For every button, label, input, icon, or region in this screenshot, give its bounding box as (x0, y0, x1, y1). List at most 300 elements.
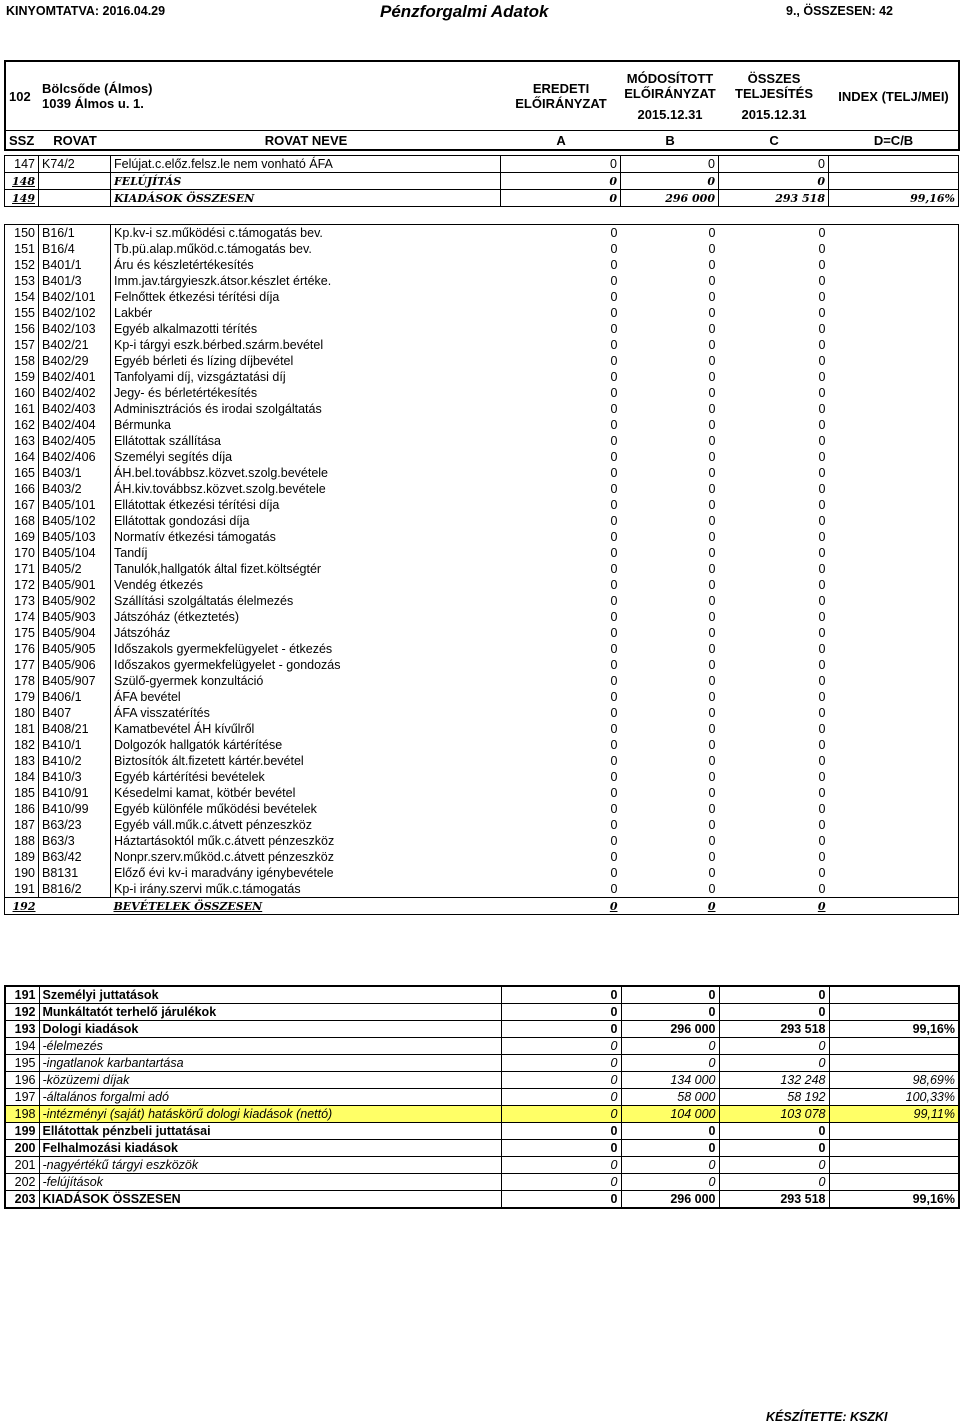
table-row (5, 673, 959, 689)
row-ssz: 147 (5, 156, 39, 173)
row-value-d: 100,33% (829, 1089, 959, 1106)
row-name: Tanulók,hallgatók által fizet.költségtér (111, 561, 501, 577)
row-ssz: 161 (14, 401, 35, 416)
row-value-a: 0 (610, 449, 618, 464)
row-value-a: 0 (501, 190, 621, 207)
col-b-title: MÓDOSÍTOTT ELŐIRÁNYZAT (624, 70, 716, 101)
row-rovat: B405/905 (39, 641, 111, 657)
row-value-a: 0 (610, 305, 618, 320)
row-value-d (829, 593, 959, 609)
row-value-c: 0 (818, 305, 826, 320)
total-rovat (39, 898, 111, 915)
row-value-d (829, 1004, 959, 1021)
row-value-b: 0 (708, 625, 716, 640)
row-value-b: 0 (708, 801, 716, 816)
row-rovat: B401/3 (39, 273, 111, 289)
row-value-a: 0 (501, 173, 621, 190)
table-row (5, 641, 959, 657)
table-row (5, 881, 959, 898)
row-value-c: 0 (818, 257, 826, 272)
total-row (5, 898, 959, 915)
row-ssz: 172 (14, 577, 35, 592)
row-name: Egyéb váll.műk.c.átvett pénzeszköz (111, 817, 501, 833)
row-name: ÁH.bel.továbbsz.közvet.szolg.bevétele (111, 465, 501, 481)
row-rovat: B405/2 (39, 561, 111, 577)
row-name: -intézményi (saját) hatáskörű dologi kiadások (nettó) (39, 1106, 501, 1123)
row-name: Normatív étkezési támogatás (111, 529, 501, 545)
row-value-c: 0 (818, 609, 826, 624)
row-ssz: 153 (14, 273, 35, 288)
row-ssz: 175 (14, 625, 35, 640)
table-row (5, 273, 959, 289)
table-row (5, 689, 959, 705)
row-value-d (829, 173, 959, 190)
row-value-c: 0 (818, 561, 826, 576)
row-name: KIADÁSOK ÖSSZESEN (39, 1191, 501, 1209)
row-value-d (829, 1174, 959, 1191)
row-value-d (829, 737, 959, 753)
table-row (5, 1123, 959, 1140)
row-value-d (829, 1140, 959, 1157)
row-value-b: 0 (621, 1140, 719, 1157)
row-name: Munkáltatót terhelő járulékok (39, 1004, 501, 1021)
row-value-c: 293 518 (719, 190, 829, 207)
row-rovat: B408/21 (39, 721, 111, 737)
table-row (5, 1055, 959, 1072)
row-value-b: 104 000 (621, 1106, 719, 1123)
row-value-b: 0 (708, 321, 716, 336)
row-value-a: 0 (610, 289, 618, 304)
table-row (5, 417, 959, 433)
row-ssz: 150 (14, 225, 35, 240)
row-value-b: 0 (708, 641, 716, 656)
row-name: Személyi juttatások (39, 986, 501, 1004)
row-value-a: 0 (610, 465, 618, 480)
row-name: Felhalmozási kiadások (39, 1140, 501, 1157)
row-rovat: B63/23 (39, 817, 111, 833)
row-ssz: 189 (14, 849, 35, 864)
row-ssz: 166 (14, 481, 35, 496)
row-value-d (829, 1123, 959, 1140)
row-name: Késedelmi kamat, kötbér bevétel (111, 785, 501, 801)
row-value-a: 0 (610, 353, 618, 368)
row-value-b: 0 (708, 385, 716, 400)
row-value-b: 0 (708, 833, 716, 848)
table-row (5, 289, 959, 305)
row-value-c: 0 (818, 785, 826, 800)
row-ssz: 151 (14, 241, 35, 256)
row-value-a: 0 (610, 881, 618, 896)
row-rovat: B410/2 (39, 753, 111, 769)
row-value-c: 0 (818, 353, 826, 368)
row-name: ÁFA visszatérítés (111, 705, 501, 721)
row-name: Szülő-gyermek konzultáció (111, 673, 501, 689)
row-value-c: 0 (818, 737, 826, 752)
row-name: -általános forgalmi adó (39, 1089, 501, 1106)
row-rovat: B405/101 (39, 497, 111, 513)
row-value-a: 0 (610, 689, 618, 704)
col-c-title: ÖSSZES TELJESÍTÉS (735, 70, 814, 101)
row-rovat (39, 173, 111, 190)
row-ssz: 177 (14, 657, 35, 672)
row-value-a: 0 (610, 593, 618, 608)
row-value-d (829, 369, 959, 385)
row-name: Lakbér (111, 305, 501, 321)
row-ssz: 181 (14, 721, 35, 736)
row-value-a: 0 (610, 225, 618, 240)
institution-code: 102 (9, 88, 31, 104)
row-value-c: 132 248 (719, 1072, 829, 1089)
row-ssz: 165 (14, 465, 35, 480)
label-b: B (621, 131, 719, 151)
row-ssz: 178 (14, 673, 35, 688)
row-rovat: B403/1 (39, 465, 111, 481)
row-value-b: 0 (708, 593, 716, 608)
table-row (5, 433, 959, 449)
row-value-a: 0 (610, 849, 618, 864)
row-value-a: 0 (610, 497, 618, 512)
row-ssz: 184 (14, 769, 35, 784)
institution-name: Bölcsőde (Álmos) (42, 81, 153, 96)
total-value-b: 0 (621, 898, 719, 915)
label-rovat: ROVAT (39, 131, 111, 151)
row-value-d (829, 657, 959, 673)
page-title: Pénzforgalmi Adatok (380, 2, 549, 21)
row-value-b: 0 (708, 785, 716, 800)
col-header-d: INDEX (TELJ/MEI) (838, 88, 949, 104)
row-rovat: B405/902 (39, 593, 111, 609)
row-value-d (829, 353, 959, 369)
row-rovat: B406/1 (39, 689, 111, 705)
row-value-b: 296 000 (621, 1021, 719, 1038)
row-value-a: 0 (610, 433, 618, 448)
row-value-b: 0 (708, 753, 716, 768)
row-value-d (829, 289, 959, 305)
row-value-b: 0 (708, 657, 716, 672)
row-name: Szállítási szolgáltatás élelmezés (111, 593, 501, 609)
row-ssz: 194 (5, 1038, 39, 1055)
row-value-a: 0 (501, 1021, 621, 1038)
row-rovat: B402/405 (39, 433, 111, 449)
row-ssz: 186 (14, 801, 35, 816)
table-row (5, 305, 959, 321)
table-row (5, 1089, 959, 1106)
row-rovat: B410/91 (39, 785, 111, 801)
row-value-d (829, 481, 959, 497)
row-value-c: 293 518 (719, 1021, 829, 1038)
row-value-d (829, 156, 959, 173)
row-ssz: 196 (5, 1072, 39, 1089)
row-name: Előző évi kv-i maradvány igénybevétele (111, 865, 501, 881)
row-value-b: 0 (708, 273, 716, 288)
row-value-a: 0 (610, 417, 618, 432)
row-value-d (829, 753, 959, 769)
row-value-a: 0 (501, 1089, 621, 1106)
row-name: Dolgozók hallgatók kártérítése (111, 737, 501, 753)
table-row (5, 401, 959, 417)
row-value-c: 0 (719, 1174, 829, 1191)
row-rovat: B405/103 (39, 529, 111, 545)
row-value-c: 58 192 (719, 1089, 829, 1106)
row-value-a: 0 (501, 1055, 621, 1072)
row-value-c: 0 (818, 337, 826, 352)
row-ssz: 158 (14, 353, 35, 368)
row-value-d (829, 833, 959, 849)
row-value-c: 0 (818, 577, 826, 592)
row-rovat: B816/2 (39, 881, 111, 898)
table-row (5, 801, 959, 817)
table-row (5, 769, 959, 785)
row-value-b: 0 (708, 865, 716, 880)
row-value-c: 0 (818, 657, 826, 672)
row-name: -ingatlanok karbantartása (39, 1055, 501, 1072)
row-value-a: 0 (610, 577, 618, 592)
row-ssz: 193 (5, 1021, 39, 1038)
row-ssz: 197 (5, 1089, 39, 1106)
row-value-b: 0 (708, 433, 716, 448)
row-ssz: 174 (14, 609, 35, 624)
row-rovat: B402/29 (39, 353, 111, 369)
table-row (5, 1140, 959, 1157)
row-value-d: 99,16% (829, 190, 959, 207)
row-value-a: 0 (501, 1140, 621, 1157)
row-name: Kp-i tárgyi eszk.bérbed.szárm.bevétel (111, 337, 501, 353)
row-name: Kp.kv-i sz.működési c.támogatás bev. (111, 225, 501, 242)
table-row (5, 1072, 959, 1089)
row-value-c: 0 (818, 673, 826, 688)
table-row (5, 593, 959, 609)
row-name: ÁFA bevétel (111, 689, 501, 705)
row-value-a: 0 (610, 833, 618, 848)
row-value-a: 0 (610, 641, 618, 656)
row-value-d (829, 401, 959, 417)
row-name: Egyéb különféle működési bevételek (111, 801, 501, 817)
row-value-b: 0 (621, 1038, 719, 1055)
row-value-b: 0 (708, 609, 716, 624)
row-value-c: 0 (818, 369, 826, 384)
row-value-a: 0 (501, 1072, 621, 1089)
row-value-b: 0 (708, 481, 716, 496)
table-row (5, 1106, 959, 1123)
row-value-d (829, 689, 959, 705)
row-value-b: 0 (708, 417, 716, 432)
row-ssz: 185 (14, 785, 35, 800)
row-value-c: 0 (818, 321, 826, 336)
row-ssz: 190 (14, 865, 35, 880)
expense-detail-table (4, 985, 960, 1209)
row-value-c: 0 (818, 497, 826, 512)
row-value-a: 0 (610, 513, 618, 528)
label-a: A (501, 131, 621, 151)
row-rovat: B16/1 (39, 225, 111, 242)
row-value-c: 0 (719, 1140, 829, 1157)
row-value-b: 0 (708, 721, 716, 736)
row-ssz: 167 (14, 497, 35, 512)
row-rovat: B405/907 (39, 673, 111, 689)
row-value-c: 103 078 (719, 1106, 829, 1123)
table-row (5, 737, 959, 753)
row-value-d (829, 321, 959, 337)
row-name: -nagyértékű tárgyi eszközök (39, 1157, 501, 1174)
table-row (5, 497, 959, 513)
total-value-c: 0 (719, 898, 829, 915)
row-ssz: 182 (14, 737, 35, 752)
row-name: Jegy- és bérletértékesítés (111, 385, 501, 401)
row-value-b: 0 (708, 513, 716, 528)
table-row (5, 241, 959, 257)
row-value-c: 0 (818, 849, 826, 864)
row-ssz: 201 (5, 1157, 39, 1174)
table-row (5, 449, 959, 465)
row-rovat: B16/4 (39, 241, 111, 257)
row-ssz: 148 (5, 173, 39, 190)
row-rovat: B402/404 (39, 417, 111, 433)
table-row (5, 721, 959, 737)
row-value-d (829, 769, 959, 785)
row-name: Bérmunka (111, 417, 501, 433)
row-value-b: 0 (708, 241, 716, 256)
row-value-b: 0 (708, 497, 716, 512)
row-name: -felújítások (39, 1174, 501, 1191)
row-value-a: 0 (610, 257, 618, 272)
row-value-b: 0 (708, 353, 716, 368)
row-value-c: 0 (818, 481, 826, 496)
total-value-a: 0 (501, 898, 621, 915)
row-name: Egyéb alkalmazotti térítés (111, 321, 501, 337)
row-value-b: 0 (621, 1055, 719, 1072)
row-value-b: 296 000 (621, 1191, 719, 1209)
row-value-d: 99,16% (829, 1191, 959, 1209)
row-value-b: 0 (708, 465, 716, 480)
table-row (5, 353, 959, 369)
row-ssz: 199 (5, 1123, 39, 1140)
row-value-d (829, 881, 959, 898)
row-value-d (829, 721, 959, 737)
label-c: C (719, 131, 829, 151)
row-rovat: B402/403 (39, 401, 111, 417)
row-name: Játszóház (111, 625, 501, 641)
table-row (5, 173, 959, 190)
row-ssz: 203 (5, 1191, 39, 1209)
row-value-b: 0 (708, 577, 716, 592)
row-value-d: 99,16% (829, 1021, 959, 1038)
row-value-d (829, 986, 959, 1004)
row-name: KIADÁSOK ÖSSZESEN (111, 190, 501, 207)
row-ssz: 164 (14, 449, 35, 464)
row-rovat: B410/3 (39, 769, 111, 785)
row-rovat: B403/2 (39, 481, 111, 497)
row-value-d (829, 305, 959, 321)
row-value-d (829, 433, 959, 449)
row-value-d (829, 641, 959, 657)
row-value-b: 0 (708, 449, 716, 464)
expense-summary-table (4, 155, 959, 207)
table-row (5, 481, 959, 497)
row-ssz: 191 (14, 881, 35, 896)
row-name: Imm.jav.tárgyieszk.átsor.készlet értéke. (111, 273, 501, 289)
row-name: ÁH.kiv.továbbsz.közvet.szolg.bevétele (111, 481, 501, 497)
row-ssz: 169 (14, 529, 35, 544)
row-value-c: 0 (818, 545, 826, 560)
table-row (5, 321, 959, 337)
table-row (5, 513, 959, 529)
row-ssz: 202 (5, 1174, 39, 1191)
row-ssz: 179 (14, 689, 35, 704)
row-value-d (829, 465, 959, 481)
row-value-b: 0 (621, 1004, 719, 1021)
col-c-date: 2015.12.31 (741, 106, 807, 122)
row-value-d (829, 1157, 959, 1174)
column-labels (5, 131, 959, 151)
table-row (5, 577, 959, 593)
row-value-d (829, 225, 959, 242)
row-rovat: B402/406 (39, 449, 111, 465)
row-name: Egyéb kártérítési bevételek (111, 769, 501, 785)
row-value-c: 0 (818, 625, 826, 640)
row-value-d (829, 417, 959, 433)
row-ssz: 187 (14, 817, 35, 832)
row-value-a: 0 (501, 1191, 621, 1209)
row-value-b: 0 (708, 305, 716, 320)
row-value-b: 0 (708, 257, 716, 272)
row-rovat: K74/2 (39, 156, 111, 173)
row-value-c: 0 (818, 465, 826, 480)
row-name: Ellátottak pénzbeli juttatásai (39, 1123, 501, 1140)
row-value-d (829, 817, 959, 833)
institution-info (39, 61, 501, 131)
row-value-a: 0 (610, 737, 618, 752)
row-value-c: 0 (818, 529, 826, 544)
row-value-c: 0 (818, 241, 826, 256)
row-value-b: 0 (708, 401, 716, 416)
table-row (5, 986, 959, 1004)
table-row (5, 865, 959, 881)
row-name: -élelmezés (39, 1038, 501, 1055)
total-value-d (829, 898, 959, 915)
row-value-d (829, 801, 959, 817)
row-value-d (829, 529, 959, 545)
table-row (5, 1038, 959, 1055)
row-ssz: 163 (14, 433, 35, 448)
row-ssz: 156 (14, 321, 35, 336)
row-value-c: 0 (818, 449, 826, 464)
row-value-a: 0 (610, 545, 618, 560)
row-value-b: 0 (708, 289, 716, 304)
row-value-c: 0 (818, 689, 826, 704)
row-value-a: 0 (501, 1004, 621, 1021)
row-value-d (829, 241, 959, 257)
row-ssz: 154 (14, 289, 35, 304)
row-value-b: 0 (621, 1123, 719, 1140)
row-value-a: 0 (501, 156, 621, 173)
row-name: Tb.pü.alap.működ.c.támogatás bev. (111, 241, 501, 257)
row-name: Kamatbevétel ÁH kívűlről (111, 721, 501, 737)
table-row (5, 1191, 959, 1209)
row-rovat: B405/906 (39, 657, 111, 673)
row-value-b: 0 (621, 156, 719, 173)
table-row (5, 369, 959, 385)
row-value-c: 0 (719, 1123, 829, 1140)
row-value-c: 0 (719, 1004, 829, 1021)
row-ssz: 162 (14, 417, 35, 432)
row-value-c: 0 (818, 513, 826, 528)
row-rovat: B8131 (39, 865, 111, 881)
row-value-b: 0 (708, 737, 716, 752)
row-value-c: 0 (719, 1055, 829, 1072)
row-value-a: 0 (610, 625, 618, 640)
col-header-a: EREDETI ELŐIRÁNYZAT (515, 81, 607, 111)
row-value-b: 0 (708, 529, 716, 544)
